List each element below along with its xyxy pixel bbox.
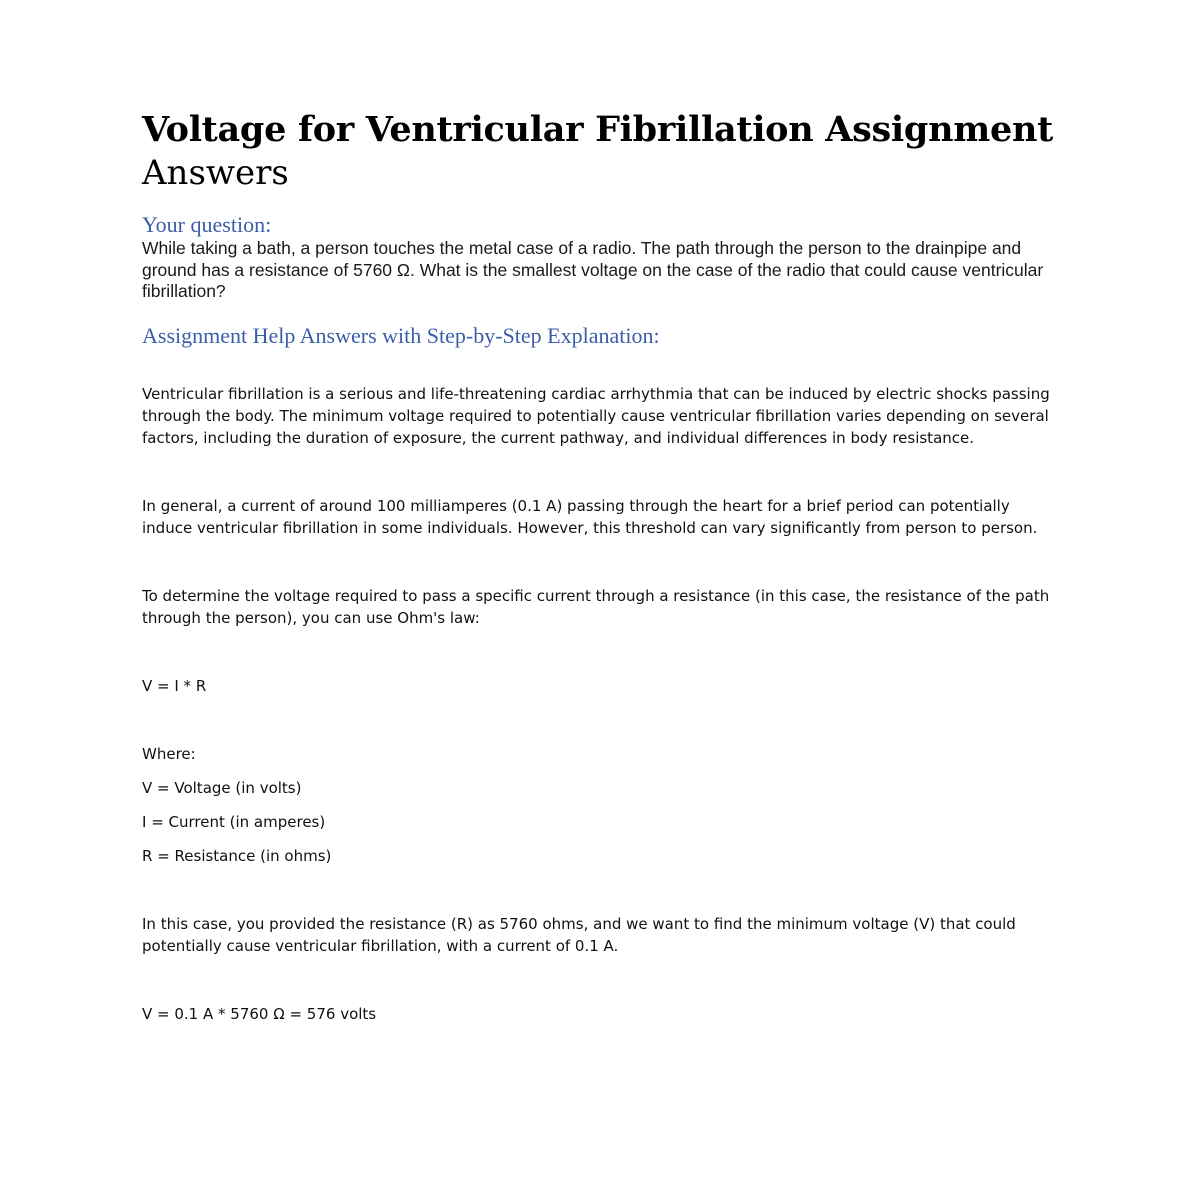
definition-voltage: V = Voltage (in volts)	[142, 778, 302, 797]
answer-paragraph-case: In this case, you provided the resistance (R) as 5760 ohms, and we want to find the minimum voltage (V) that could potentially cause ventricular fibrillation, with a current of 0.1 A.	[142, 914, 1016, 955]
page-title	[142, 108, 1062, 194]
definition-current: I = Current (in amperes)	[142, 812, 326, 831]
formula-ohms-law: V = I * R	[142, 676, 207, 695]
answer-heading: Assignment Help Answers with Step-by-Step Explanation:	[142, 322, 660, 348]
answer-paragraph-threshold: In general, a current of around 100 milliamperes (0.1 A) passing through the heart for a brief period can potentially induce ventricular fibrillation in some individuals. However, this threshold can vary significantly from person to person.	[142, 496, 1038, 537]
question-text: While taking a bath, a person touches the metal case of a radio. The path through the person to the drainpipe and ground has a resistance of 5760 Ω. What is the smallest voltage on the case of the radio that could cause ventricular fibrillation?	[142, 238, 1044, 301]
title-line-1: Voltage for Ventricular Fibrillation Assignment	[142, 109, 1053, 150]
document-page	[142, 108, 1062, 1025]
definition-resistance: R = Resistance (in ohms)	[142, 846, 332, 865]
answer-paragraph-ohms-law: To determine the voltage required to pass a specific current through a resistance (in this case, the resistance of the path through the person), you can use Ohm's law:	[142, 586, 1050, 627]
formula-result: V = 0.1 A * 5760 Ω = 576 volts	[142, 1004, 377, 1023]
where-label: Where:	[142, 744, 196, 763]
question-heading: Your question:	[142, 212, 272, 237]
answer-paragraph-intro: Ventricular fibrillation is a serious and life-threatening cardiac arrhythmia that can be induced by electric shocks passing through the body. The minimum voltage required to potentially cause ventricular fibrillation varies depending on several factors, including the duration of exposure, the current pathway, and individual differences in body resistance.	[142, 384, 1050, 447]
title-line-2: Answers	[142, 153, 289, 193]
